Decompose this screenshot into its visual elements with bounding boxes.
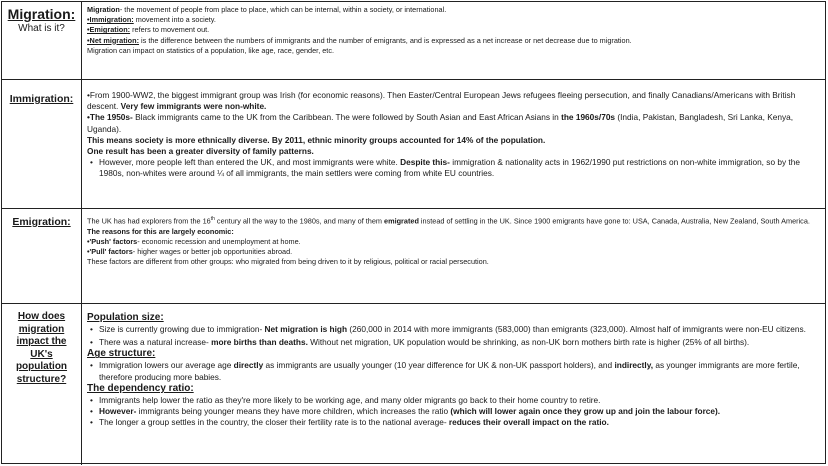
migration-line-3: •Emigration: refers to movement out. (87, 25, 210, 35)
heading-age-structure: Age structure: (87, 348, 156, 360)
impact-bullet-4: • Immigrants help lower the ratio as they're more likely to be working age, and many older migrants go back to their home country to retire. (90, 394, 601, 405)
heading-population-size: Population size: (87, 312, 164, 323)
impact-bullet-5: • However- immigrants being younger means they have more children, which increases the ratio (which will lower again once they grow up and join the labour force). (90, 406, 721, 417)
bullet-dot-icon: • (90, 417, 93, 428)
row-impact (2, 304, 825, 465)
immigration-para-3: This means society is more ethnically diverse. By 2011, ethnic minority groups accounted for 14% of the population. (87, 134, 546, 145)
migration-line-1: Migration- the movement of people from place to place, which can be internal, within a society, or international. (87, 5, 447, 14)
emigration-content (87, 214, 821, 267)
impact-bullet-1: • Size is currently growing due to immigration- Net migration is high (260,000 in 2014 with more immigrants (583,000) than emigrants (323,000). Almost half of immigrants were non-EU citizens. (90, 324, 806, 334)
impact-bullet-6: • The longer a group settles in the country, the closer their fertility rate is to the national average- reduces their overall impact on the ratio. (90, 417, 609, 428)
bullet-dot-icon: • (90, 337, 93, 348)
emigration-line-4: •'Pull' factors- higher wages or better job opportunities abroad. (87, 247, 293, 257)
bullet-dot-icon: • (90, 324, 93, 334)
migration-line-2: •Immigration: movement into a society. (87, 15, 216, 25)
bullet-dot-icon: • (90, 406, 93, 417)
impact-title: How does migration impact the UK's population structure? (15, 311, 68, 385)
emigration-line-3: •'Push' factors- economic recession and unemployment at home. (87, 236, 301, 246)
immigration-para-2: •The 1950s- Black immigrants came to the UK from the Caribbean. The were followed by South Asian and East African Asians in the 1960s/70s (India, Pakistan, Bangladesh, Sri Lanka, Kenya, Uganda). (87, 112, 794, 134)
migration-title: Migration: (7, 6, 76, 22)
label-emigration (2, 209, 82, 303)
emigration-line-2: The reasons for this are largely economic: (87, 226, 234, 236)
migration-line-5: Migration can impact on statistics of a population, like age, race, gender, etc. (87, 45, 335, 55)
emigration-line-5: These factors are different from other groups: who migrated from being driven to it by religious, political or racial persecution. (87, 257, 489, 267)
immigration-para-1: •From 1900-WW2, the biggest immigrant group was Irish (for economic reasons). Then Easter/Central European Jews refugees fleeing persecution, and finally Canadians/Americans with British descent. Very few immigrants were non-white. (87, 90, 796, 112)
label-migration (2, 2, 82, 79)
migration-subtitle: What is it? (18, 23, 65, 34)
immigration-para-4: One result has been a greater diversity of family patterns. (87, 146, 314, 157)
label-impact (2, 304, 82, 465)
migration-content (87, 5, 821, 56)
impact-bullet-2: • There was a natural increase- more births than deaths. Without net migration, UK population would be shrinking, as non-UK born mothers birth rate is higher (25% of all births). (90, 337, 750, 348)
immigration-content (87, 90, 821, 180)
bullet-dot-icon: • (90, 157, 93, 168)
notes-table (1, 1, 826, 464)
row-migration (2, 2, 825, 80)
bullet-dot-icon: • (90, 394, 93, 405)
label-immigration (2, 80, 82, 208)
heading-dependency-ratio: The dependency ratio: (87, 382, 194, 394)
emigration-title: Emigration: (12, 216, 71, 228)
row-emigration (2, 209, 825, 304)
row-immigration (2, 80, 825, 209)
impact-bullet-3: • Immigration lowers our average age directly as immigrants are usually younger (10 year difference for UK & non-UK passport holders), and indirectly, as younger immigrants are more fertile, therefore producing more babies. (90, 360, 800, 382)
migration-line-4: •Net migration: is the difference between the numbers of immigrants and the number of emigrants, and is expressed as a net increase or net decrease due to migration. (87, 35, 632, 45)
immigration-title: Immigration: (9, 93, 74, 105)
immigration-bullet: • However, more people left than entered the UK, and most immigrants were white. Despite this- immigration & nationality acts in 1962/1990 put restrictions on non-white immigration, so by the 1980s, non-whites were around ¼ of all immigrants, the main settlers were coming from white EU countries. (90, 157, 800, 179)
bullet-dot-icon: • (90, 360, 93, 371)
impact-content (87, 312, 821, 428)
emigration-line-1: The UK has had explorers from the 16th century all the way to the 1980s, and many of them emigrated instead of settling in the UK. Since 1900 emigrants have gone to: USA, Canada, Australia, New Zealand, South America. (87, 216, 810, 226)
